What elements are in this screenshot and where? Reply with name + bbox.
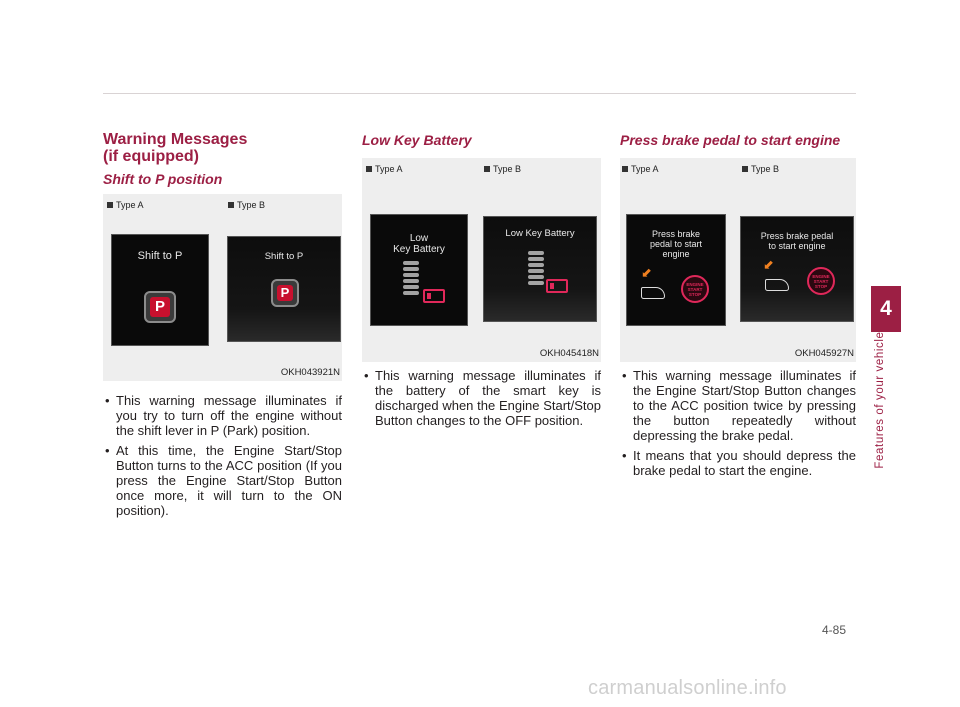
screen-type-a [370,214,468,326]
type-b-text: Type B [493,164,522,174]
figure-press-brake [620,158,856,362]
screen-a-message [371,233,467,255]
left-column [103,131,342,523]
screen-b-line2: to start engine [768,241,826,251]
screen-b-message [741,231,853,251]
list-item: • This warning message illuminates if the battery of the smart key is discharged when the Engine Start/Stop Button changes to the OFF position. [362,368,601,428]
square-bullet-icon [366,166,372,172]
engine-start-stop-icon: ENGINE START STOP [807,267,835,295]
screen-a-line1: Low [409,233,429,244]
p-indicator-icon [144,291,176,323]
screen-a-message [627,229,725,259]
middle-column [362,132,601,433]
header-rule [103,93,856,94]
screen-type-b [483,216,597,322]
section-title-line2: (if equipped) [103,148,199,165]
figure-code: OKH043921N [280,367,340,378]
screen-a-line1: Press brake [651,229,701,239]
type-a-text: Type A [631,164,659,174]
bullet-list [362,368,601,428]
engine-start-stop-icon: ENGINE START STOP [681,275,709,303]
figure-shift-to-p [103,194,342,381]
figure-code: OKH045927N [794,348,854,359]
screen-type-a [626,214,726,326]
screen-a-message: Shift to P [137,250,183,262]
type-a-label [622,164,659,174]
type-b-label [228,200,265,210]
type-b-text: Type B [237,200,266,210]
type-b-label [484,164,521,174]
square-bullet-icon [484,166,490,172]
type-a-text: Type A [375,164,403,174]
screen-a-line3: engine [662,249,690,259]
type-a-label [107,200,144,210]
type-a-label [366,164,403,174]
section-title-line1: Warning Messages [103,131,248,148]
screen-b-message: Low Key Battery [505,228,575,239]
square-bullet-icon [742,166,748,172]
arrow-icon: ⬋ [641,265,652,280]
square-bullet-icon [107,202,113,208]
arrow-icon: ⬋ [763,257,774,272]
subtitle-press-brake: Press brake pedal to start engine [620,132,841,148]
figure-code: OKH045418N [539,348,599,359]
watermark: carmanualsonline.info [588,677,787,699]
list-item: • At this time, the Engine Start/Stop Button turns to the ACC position (If you press the Engine Start/Stop Button once more, it will turn to the ON position). [103,443,342,518]
right-column [620,132,856,483]
section-title [103,131,342,165]
chapter-title-text: Features of your vehicle [874,331,886,469]
figure-low-key-battery [362,158,601,362]
list-item: • It means that you should depress the brake pedal to start the engine. [620,448,856,478]
screen-a-line2: Key Battery [393,244,445,255]
page-number: 4-85 [822,623,847,637]
screen-type-a [111,234,209,346]
list-item: • This warning message illuminates if the Engine Start/Stop Button changes to the ACC position twice by pressing the button repeatedly without depressing the brake pedal. [620,368,856,443]
screen-type-b [227,236,341,342]
p-letter: P [277,285,293,301]
screen-type-b [740,216,854,322]
brake-pedal-shoe-icon [641,287,665,299]
square-bullet-icon [228,202,234,208]
chapter-title [874,331,960,469]
type-a-text: Type A [116,200,144,210]
subtitle-shift-to-p: Shift to P position [103,171,223,187]
list-item: • This warning message illuminates if you try to turn off the engine without the shift lever in P (Park) position. [103,393,342,438]
bullet-list [103,393,342,518]
low-battery-icon [423,289,445,303]
chapter-tab: 4 [871,286,901,332]
brake-pedal-shoe-icon [765,279,789,291]
square-bullet-icon [622,166,628,172]
type-b-label [742,164,779,174]
bullet-list [620,368,856,478]
screen-a-line2: pedal to start [649,239,703,249]
p-indicator-icon [271,279,299,307]
screen-b-message: Shift to P [264,251,304,262]
low-battery-icon [546,279,568,293]
key-battery-icon [528,251,544,287]
key-battery-icon [403,261,419,297]
type-b-text: Type B [751,164,780,174]
subtitle-low-key-battery: Low Key Battery [362,132,472,148]
screen-b-line1: Press brake pedal [760,231,834,241]
p-letter: P [150,297,170,317]
